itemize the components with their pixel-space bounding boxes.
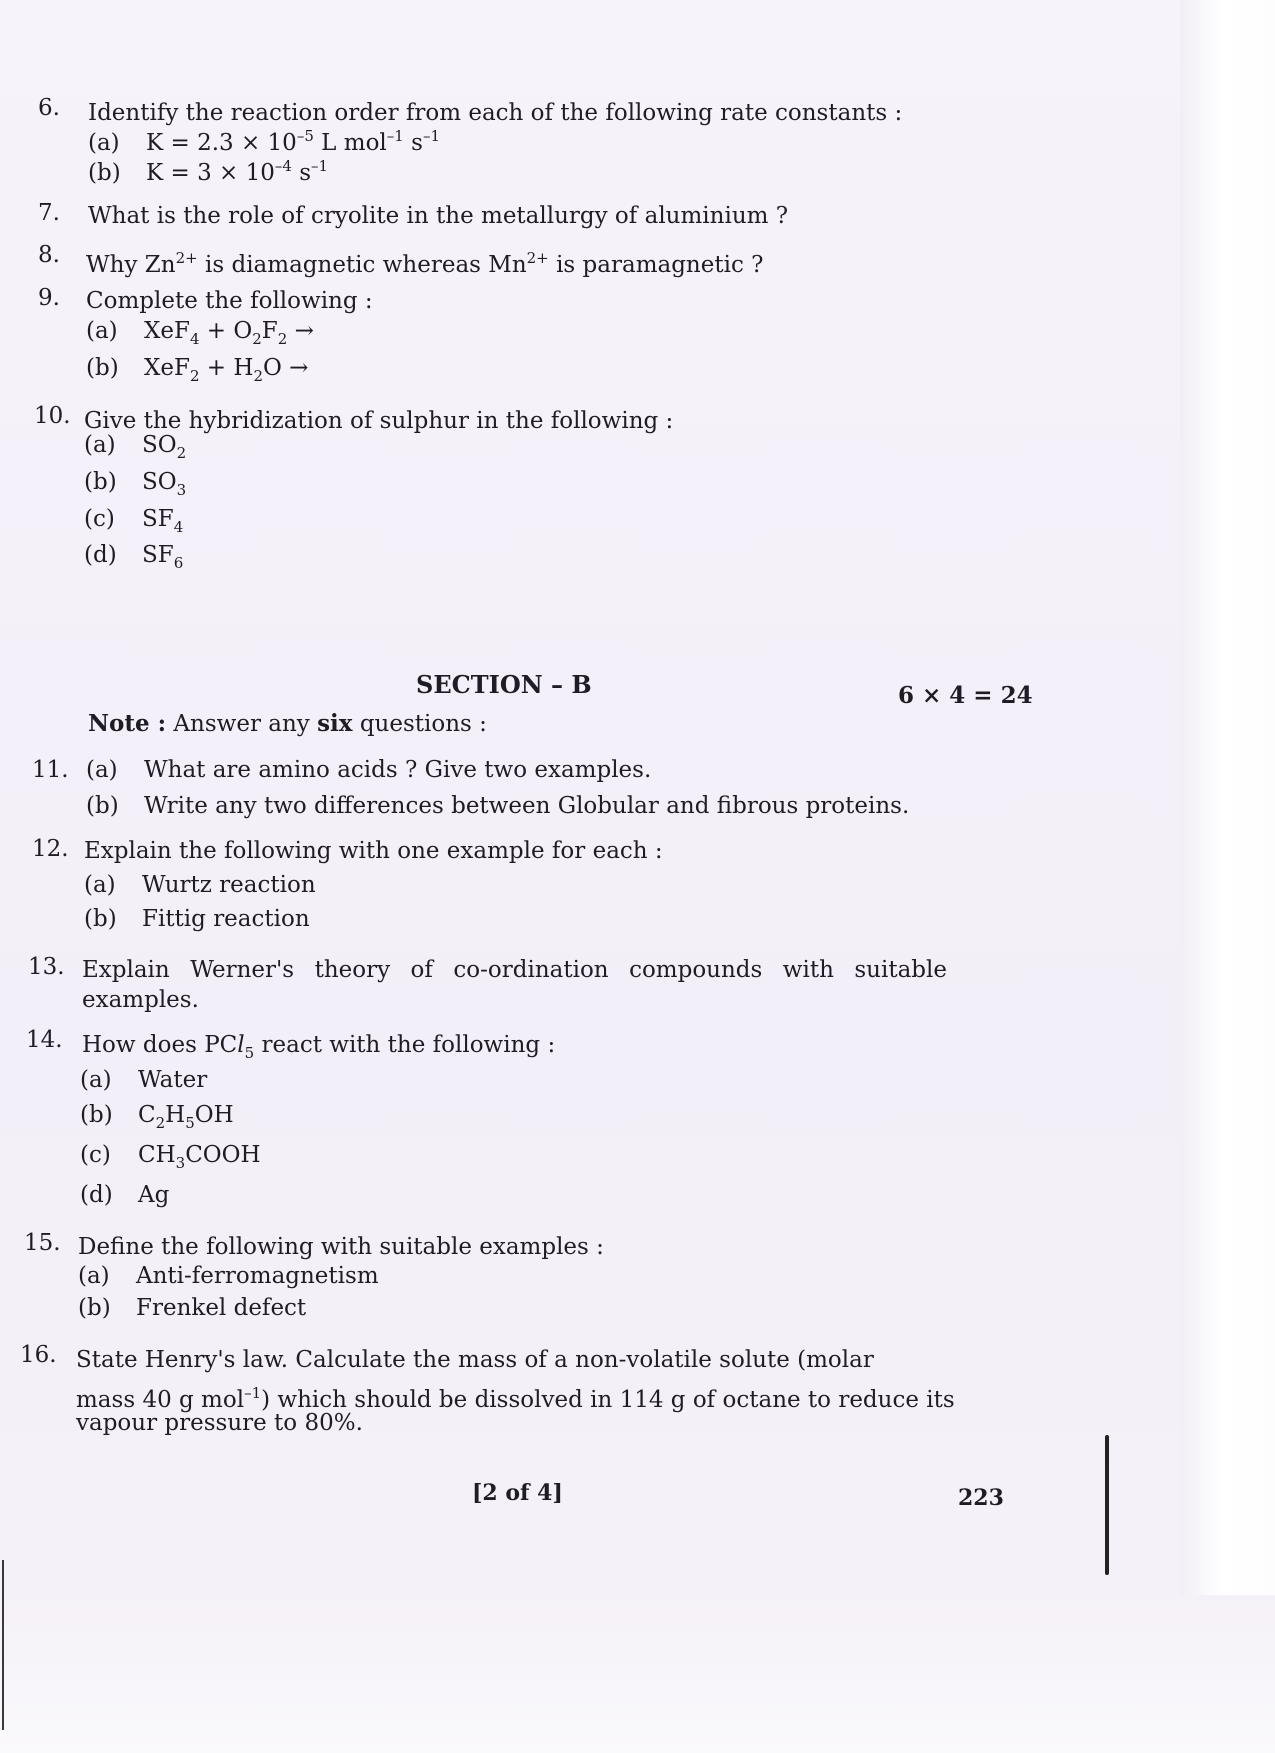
subscript: 2 [176, 444, 187, 462]
question-10-part-b [84, 469, 186, 499]
question-13-text: Explain Werner's theory of co-ordination compounds with suitable examples. [82, 957, 947, 1013]
unit: s [291, 160, 312, 186]
question-11-part-a [86, 757, 651, 783]
question-10-number: 10. [34, 403, 71, 429]
scan-edge-line [2, 1560, 4, 1730]
question-9-part-b [86, 355, 308, 385]
unit: L mol [313, 130, 387, 156]
part-label: (a) [88, 130, 120, 156]
subscript: 5 [244, 1044, 255, 1062]
formula: SO [142, 432, 177, 458]
exponent: –1 [244, 1384, 262, 1402]
part-label: (c) [84, 506, 115, 532]
subscript: 2 [155, 1114, 166, 1132]
part-label: (b) [88, 160, 121, 186]
formula: C [138, 1102, 156, 1128]
part-text: Write any two differences between Globular and fibrous proteins. [144, 793, 910, 819]
subscript: 3 [176, 481, 187, 499]
part-label: (c) [80, 1142, 111, 1168]
question-16-line-3: vapour pressure to 80%. [76, 1410, 363, 1436]
question-16-line-1: State Henry's law. Calculate the mass of a non-volatile solute (molar [76, 1347, 874, 1373]
question-16-number: 16. [20, 1342, 57, 1368]
part-label: (b) [86, 793, 119, 819]
formula: SF [142, 542, 174, 568]
q14-part: react with the following : [254, 1032, 556, 1058]
charge: 2+ [175, 249, 198, 267]
note-emphasis: six [317, 710, 353, 737]
question-13-number: 13. [28, 954, 65, 980]
part-label: (a) [84, 432, 116, 458]
margin-mark [1105, 1435, 1109, 1575]
question-8-number: 8. [38, 242, 60, 268]
formula: H [165, 1102, 186, 1128]
question-14-part-c [80, 1142, 261, 1172]
section-b-note [88, 710, 487, 737]
reagent: Water [138, 1067, 208, 1093]
formula: SO [142, 469, 177, 495]
part-label: (b) [78, 1295, 111, 1321]
unit: s [403, 130, 423, 156]
part-text: What are amino acids ? Give two examples. [144, 757, 652, 783]
arrow: → [287, 318, 314, 344]
part-text: Frenkel defect [136, 1295, 307, 1321]
part-text: Anti-ferromagnetism [136, 1263, 379, 1289]
question-14-text [82, 1030, 555, 1068]
formula: F [261, 318, 278, 344]
formula: COOH [185, 1142, 261, 1168]
formula: + O [199, 318, 253, 344]
subscript: 6 [173, 554, 184, 572]
question-6-part-b [88, 157, 328, 186]
exponent: –1 [386, 127, 404, 145]
part-label: (a) [86, 318, 118, 344]
rate-constant-a: K = 2.3 × 10 [146, 130, 297, 156]
formula: XeF [144, 355, 190, 381]
part-label: (b) [80, 1102, 113, 1128]
question-12-part-b [84, 906, 310, 932]
q8-part: is diamagnetic whereas Mn [197, 252, 527, 278]
part-label: (b) [84, 469, 117, 495]
question-15-part-a [78, 1263, 379, 1289]
question-11-number: 11. [32, 757, 69, 783]
question-14-number: 14. [26, 1027, 63, 1053]
q8-part: Why Zn [86, 252, 176, 278]
scan-right-margin [1180, 0, 1275, 1753]
part-label: (b) [86, 355, 119, 381]
subscript: 4 [189, 330, 200, 348]
page-number: [2 of 4] [472, 1480, 563, 1506]
question-10-part-d [84, 542, 183, 572]
subscript: 3 [175, 1154, 186, 1172]
question-9-number: 9. [38, 285, 60, 311]
question-11-part-b [86, 793, 909, 819]
exponent: –4 [274, 157, 292, 175]
question-9-part-a [86, 318, 314, 348]
section-b-marks: 6 × 4 = 24 [898, 682, 1033, 709]
note-label: Note : [88, 710, 167, 737]
section-b-title: SECTION – B [416, 670, 592, 699]
exponent: –1 [311, 157, 329, 175]
question-14-part-a [80, 1067, 207, 1093]
question-12-text: Explain the following with one example for each : [84, 838, 663, 864]
scan-bottom-margin [0, 1595, 1275, 1753]
question-14-part-b [80, 1102, 234, 1132]
exponent: –5 [296, 127, 314, 145]
question-15-part-b [78, 1295, 306, 1321]
question-15-text: Define the following with suitable examples : [78, 1234, 604, 1260]
question-9-text: Complete the following : [86, 288, 373, 314]
q16-part: mass 40 g mol [76, 1387, 245, 1413]
question-15-number: 15. [24, 1230, 61, 1256]
subscript: 2 [189, 367, 200, 385]
q8-part: is paramagnetic ? [548, 252, 764, 278]
part-text: Wurtz reaction [142, 872, 316, 898]
part-label: (d) [84, 542, 117, 568]
paper-code: 223 [958, 1485, 1004, 1511]
italic-l: l [237, 1032, 245, 1058]
subscript: 2 [253, 367, 263, 385]
subscript: 5 [185, 1114, 195, 1132]
question-6-text: Identify the reaction order from each of the following rate constants : [88, 100, 903, 126]
formula: XeF [144, 318, 190, 344]
question-14-part-d [80, 1182, 169, 1208]
part-text: Fittig reaction [142, 906, 310, 932]
formula: OH [194, 1102, 234, 1128]
formula: + H [199, 355, 254, 381]
part-label: (a) [78, 1263, 110, 1289]
question-8-text [86, 243, 763, 280]
question-12-part-a [84, 872, 316, 898]
formula: SF [142, 506, 174, 532]
question-7-text: What is the role of cryolite in the metallurgy of aluminium ? [88, 203, 789, 229]
formula: CH [138, 1142, 176, 1168]
question-6-number: 6. [38, 95, 60, 121]
note-text: Answer any [166, 711, 318, 737]
question-6-part-a [88, 127, 440, 156]
rate-constant-b: K = 3 × 10 [146, 160, 275, 186]
charge: 2+ [526, 249, 549, 267]
exponent: –1 [422, 127, 441, 145]
note-text: questions : [352, 711, 487, 737]
subscript: 4 [173, 518, 184, 536]
q16-part: ) which should be dissolved in 114 g of octane to reduce its [261, 1387, 955, 1413]
formula: O → [263, 355, 309, 381]
question-10-text: Give the hybridization of sulphur in the following : [84, 408, 674, 434]
part-label: (d) [80, 1182, 113, 1208]
question-12-number: 12. [32, 836, 69, 862]
part-label: (a) [80, 1067, 112, 1093]
subscript: 2 [252, 330, 262, 348]
question-10-part-a [84, 432, 186, 462]
subscript: 2 [277, 330, 288, 348]
question-7-number: 7. [38, 200, 60, 226]
question-10-part-c [84, 506, 183, 536]
part-label: (b) [84, 906, 117, 932]
part-label: (a) [84, 872, 116, 898]
part-label: (a) [86, 757, 118, 783]
q14-part: How does PC [82, 1032, 238, 1058]
reagent: Ag [138, 1182, 170, 1208]
